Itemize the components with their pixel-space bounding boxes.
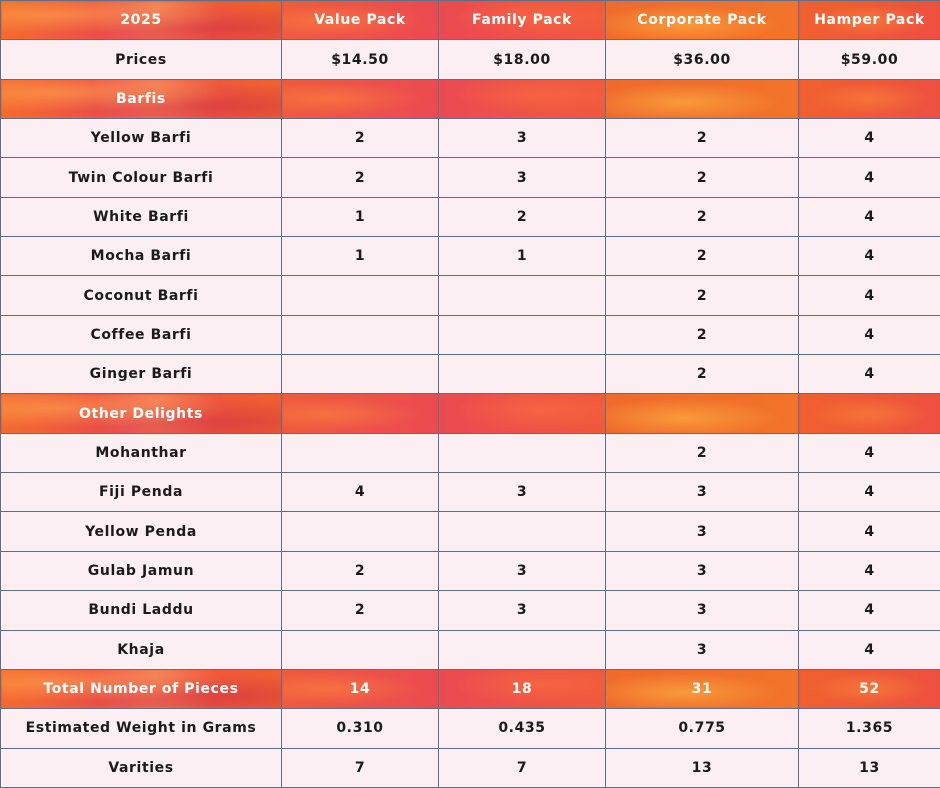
section-title-cell	[1, 79, 282, 118]
section-title: Barfis	[116, 90, 166, 107]
total-pieces-row-value: 18	[439, 669, 606, 708]
table-row	[1, 315, 940, 354]
table-row-value: 3	[439, 473, 606, 512]
total-pieces-row-value: 52	[799, 669, 940, 708]
table-row-value: 2	[606, 197, 799, 236]
table-row-value	[282, 433, 439, 472]
table-row-label: Yellow Penda	[1, 512, 282, 551]
table-row-value: 2	[282, 591, 439, 630]
total-pieces-row-value: 14	[282, 669, 439, 708]
table-row	[1, 473, 940, 512]
table-row-value: 4	[799, 276, 940, 315]
table-row-value	[282, 276, 439, 315]
table-row-value	[439, 433, 606, 472]
pack-header-family-pack: Family Pack	[439, 1, 606, 40]
section-header-barfis	[1, 79, 940, 118]
prices-row	[1, 40, 940, 79]
table-row	[1, 630, 940, 669]
table-row-value: 4	[799, 630, 940, 669]
table-row-value: 3	[439, 119, 606, 158]
varieties-row-value: 7	[282, 748, 439, 787]
table-row-label: Mocha Barfi	[1, 237, 282, 276]
table-header-row	[1, 1, 940, 40]
total-pieces-row	[1, 669, 940, 708]
section-filler-cell	[282, 79, 439, 118]
section-filler-cell	[799, 79, 940, 118]
section-filler-cell	[799, 394, 940, 433]
table-row	[1, 433, 940, 472]
table-row-value: 3	[606, 630, 799, 669]
table-row-label: Bundi Laddu	[1, 591, 282, 630]
table-row-value	[439, 355, 606, 394]
table-row-label: Gulab Jamun	[1, 551, 282, 590]
table-row-value: 2	[282, 158, 439, 197]
estimated-weight-row	[1, 709, 940, 748]
varieties-row	[1, 748, 940, 787]
table-row-label: Coffee Barfi	[1, 315, 282, 354]
table-row-value: 4	[799, 119, 940, 158]
table-row-label: Khaja	[1, 630, 282, 669]
table-row	[1, 512, 940, 551]
section-title: Other Delights	[79, 405, 203, 422]
table-row-value: 3	[606, 591, 799, 630]
table-row-value: 2	[606, 315, 799, 354]
prices-row-value: $14.50	[282, 40, 439, 79]
table-row-label: Coconut Barfi	[1, 276, 282, 315]
pricing-table-body	[1, 1, 940, 788]
pack-header-value-pack: Value Pack	[282, 1, 439, 40]
table-row-value: 4	[799, 197, 940, 236]
table-row-value	[282, 355, 439, 394]
table-row-value: 1	[282, 197, 439, 236]
table-row	[1, 276, 940, 315]
table-row-value	[439, 630, 606, 669]
table-row-value	[282, 630, 439, 669]
table-row	[1, 237, 940, 276]
table-row-value: 3	[439, 551, 606, 590]
varieties-row-value: 7	[439, 748, 606, 787]
estimated-weight-row-value: 1.365	[799, 709, 940, 748]
table-row-label: Ginger Barfi	[1, 355, 282, 394]
table-row-value: 4	[799, 473, 940, 512]
table-row-value: 2	[439, 197, 606, 236]
pack-header-corporate-pack: Corporate Pack	[606, 1, 799, 40]
table-row-value: 2	[282, 119, 439, 158]
table-row	[1, 551, 940, 590]
table-row-value	[282, 315, 439, 354]
table-row-value: 4	[799, 551, 940, 590]
estimated-weight-row-value: 0.435	[439, 709, 606, 748]
prices-row-value: $18.00	[439, 40, 606, 79]
table-row-value: 4	[799, 237, 940, 276]
total-pieces-row-label: Total Number of Pieces	[1, 669, 282, 708]
varieties-row-label: Varities	[1, 748, 282, 787]
varieties-row-value: 13	[799, 748, 940, 787]
varieties-row-value: 13	[606, 748, 799, 787]
table-row-value: 4	[799, 512, 940, 551]
section-title-cell	[1, 394, 282, 433]
estimated-weight-row-value: 0.310	[282, 709, 439, 748]
table-row-value: 4	[282, 473, 439, 512]
table-row-value: 2	[606, 276, 799, 315]
table-row-value: 2	[282, 551, 439, 590]
table-row-value	[439, 512, 606, 551]
table-row-value: 2	[606, 158, 799, 197]
table-row	[1, 591, 940, 630]
table-row-value: 4	[799, 433, 940, 472]
table-row-value: 2	[606, 119, 799, 158]
table-row-value: 3	[439, 591, 606, 630]
year-header: 2025	[1, 1, 282, 40]
table-row-value: 2	[606, 237, 799, 276]
table-row-label: Fiji Penda	[1, 473, 282, 512]
pack-header-hamper-pack: Hamper Pack	[799, 1, 940, 40]
table-row-value: 3	[606, 512, 799, 551]
table-row-value: 4	[799, 315, 940, 354]
table-row	[1, 158, 940, 197]
table-row-label: Mohanthar	[1, 433, 282, 472]
table-row-label: Yellow Barfi	[1, 119, 282, 158]
table-row-value: 1	[439, 237, 606, 276]
table-row-value: 2	[606, 355, 799, 394]
prices-row-value: $59.00	[799, 40, 940, 79]
table-row-value: 4	[799, 591, 940, 630]
table-row	[1, 355, 940, 394]
estimated-weight-row-label: Estimated Weight in Grams	[1, 709, 282, 748]
section-filler-cell	[439, 394, 606, 433]
table-row-label: White Barfi	[1, 197, 282, 236]
table-row-value: 2	[606, 433, 799, 472]
section-filler-cell	[282, 394, 439, 433]
table-row-value	[282, 512, 439, 551]
table-row-value: 4	[799, 158, 940, 197]
table-row	[1, 197, 940, 236]
estimated-weight-row-value: 0.775	[606, 709, 799, 748]
table-row-label: Twin Colour Barfi	[1, 158, 282, 197]
section-filler-cell	[439, 79, 606, 118]
total-pieces-row-value: 31	[606, 669, 799, 708]
table-row-value: 3	[606, 473, 799, 512]
table-row-value: 3	[439, 158, 606, 197]
prices-row-value: $36.00	[606, 40, 799, 79]
table-row-value	[439, 276, 606, 315]
table-row-value: 4	[799, 355, 940, 394]
section-filler-cell	[606, 394, 799, 433]
prices-row-label: Prices	[1, 40, 282, 79]
table-row	[1, 119, 940, 158]
table-row-value	[439, 315, 606, 354]
table-row-value: 3	[606, 551, 799, 590]
section-header-other-delights	[1, 394, 940, 433]
table-row-value: 1	[282, 237, 439, 276]
section-filler-cell	[606, 79, 799, 118]
